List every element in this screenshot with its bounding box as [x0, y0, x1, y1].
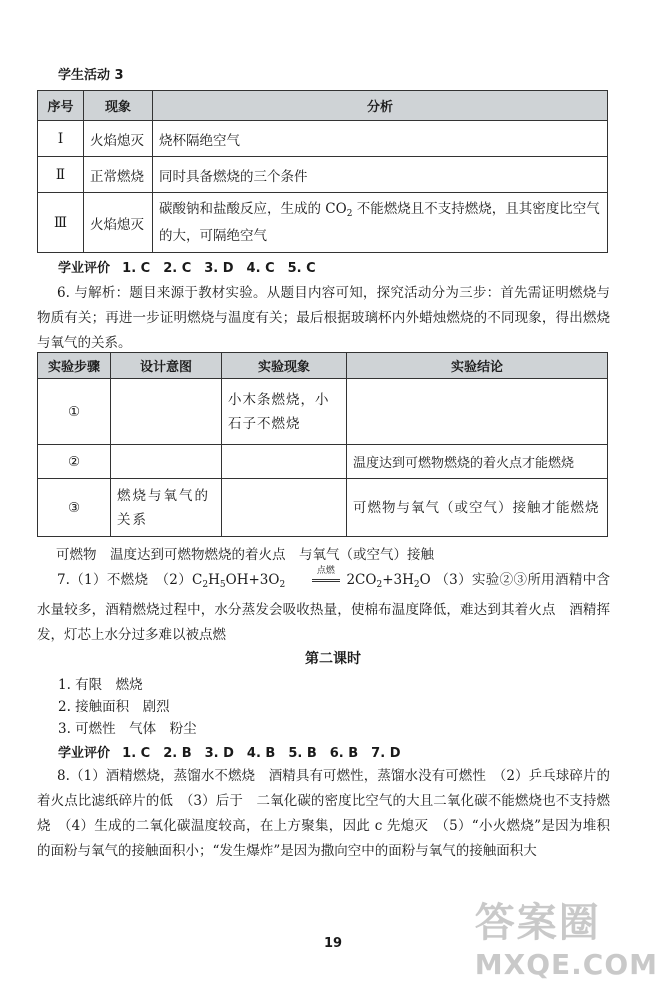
step-cell: ③ — [38, 479, 111, 537]
evaluation-answers: 1. C 2. B 3. D 4. B 5. B 6. B 7. D — [122, 746, 401, 761]
col-header: 实验现象 — [222, 353, 347, 379]
table-row — [38, 445, 608, 479]
col-header: 分析 — [153, 91, 608, 121]
phenomenon-cell — [222, 479, 347, 537]
table-row — [38, 479, 608, 537]
col-header: 实验步骤 — [38, 353, 111, 379]
lesson2-list — [58, 674, 197, 740]
q7-part3: （3）实验②③所用酒精中含水量较多，酒精燃烧过程中，水分蒸发会吸收热量，使棉布温度降低，难达到其着火点 酒精挥发，灯芯上水分过多难以被点燃 — [37, 572, 611, 643]
subscript: 2 — [346, 209, 353, 219]
evaluation-label: 学业评价 — [58, 261, 111, 276]
conclusion-cell: 可燃物与氧气（或空气）接触才能燃烧 — [347, 479, 608, 537]
row-phenomenon: 火焰熄灭 — [84, 121, 153, 157]
formula-text: O — [419, 572, 431, 588]
analysis-text: 碳酸钠和盐酸反应，生成的 CO — [159, 201, 347, 217]
table-row — [38, 121, 608, 157]
row-analysis — [153, 193, 608, 253]
formula-text: 2CO — [346, 572, 377, 588]
formula-text: H — [208, 572, 220, 588]
intent-cell — [111, 445, 222, 479]
question-6-text: 6. 与解析：题目来源于教材实验。从题目内容可知，探究活动分为三步：首先需证明燃烧与物质有关；再进一步证明燃烧与温度有关；最后根据玻璃杯内外蜡烛燃烧的不同现象，得出燃烧与氧气的关系。 — [37, 285, 610, 351]
row-number: Ⅱ — [38, 157, 84, 193]
question-8-text: 8.（1）酒精燃烧，蒸馏水不燃烧 酒精具有可燃性，蒸馏水没有可燃性 （2）乒乓球碎片的着火点比滤纸碎片的低 （3）后于 二氧化碳的密度比空气的大且二氧化碳不能燃烧也不支持燃烧 （4）生成的二氧化碳温度较高，在上方聚集，因此 c 先熄灭 （5）“小火燃烧”是因为堆积的面粉与氧气的接触面积小；“发生爆炸”是因为撒向空中的面粉与氧气的接触面积大 — [37, 768, 610, 859]
conclusion-cell — [347, 379, 608, 445]
q7-part1: 7.（1）不燃烧 （2）C — [57, 572, 203, 588]
intent-cell — [111, 379, 222, 445]
row-number: Ⅲ — [38, 193, 84, 253]
table-row — [38, 193, 608, 253]
list-item: 2. 接触面积 剧烈 — [58, 699, 170, 715]
reaction-condition: 点燃 — [316, 566, 335, 576]
watermark-url: MXQE.COM — [474, 948, 658, 981]
evaluation-line — [58, 257, 316, 276]
watermark-logo — [475, 891, 658, 981]
evaluation-answers: 1. C 2. C 3. D 4. C 5. C — [122, 261, 316, 276]
question-6-summary: 可燃物 温度达到可燃物燃烧的着火点 与氧气（或空气）接触 — [56, 547, 434, 563]
phenomenon-cell: 小木条燃烧，小石子不燃烧 — [222, 379, 347, 445]
section-title: 第二课时 — [305, 651, 361, 667]
evaluation-label: 学业评价 — [58, 746, 111, 761]
list-item: 3. 可燃性 气体 粉尘 — [58, 721, 197, 737]
activity-title: 学生活动 3 — [58, 68, 124, 83]
watermark-text: 答案圈 — [474, 900, 601, 946]
row-number: Ⅰ — [38, 121, 84, 157]
formula-text: OH+3O — [225, 572, 280, 588]
experiment-table-header — [38, 353, 608, 379]
table-row — [38, 157, 608, 193]
col-header: 现象 — [84, 91, 153, 121]
col-header: 序号 — [38, 91, 84, 121]
formula-text: +3H — [382, 572, 414, 588]
phenomenon-cell — [222, 445, 347, 479]
step-cell: ② — [38, 445, 111, 479]
experiment-table — [37, 352, 608, 537]
conclusion-cell: 温度达到可燃物燃烧的着火点才能燃烧 — [347, 445, 608, 479]
page-number: 19 — [323, 936, 343, 951]
activity-table-header — [38, 91, 608, 121]
reaction-arrow — [290, 568, 342, 593]
question-7: 7.（1）不燃烧 $(2)C_2H_5OH+3O_2$ 点燃 $2CO_2+3H_2O$ （3）实验②③所用酒精中含水量较多，酒精燃烧过程中，水分蒸发会吸收热量，使棉布温度降低，难达到其着火点 酒精挥发，灯芯上水分过多难以被点燃 — [37, 568, 610, 648]
row-analysis: 烧杯隔绝空气 — [153, 121, 608, 157]
intent-cell: 燃烧与氧气的关系 — [111, 479, 222, 537]
row-phenomenon: 火焰熄灭 — [84, 193, 153, 253]
evaluation-line — [58, 742, 400, 761]
col-header: 设计意图 — [111, 353, 222, 379]
list-item: 1. 有限 燃烧 — [58, 677, 143, 693]
activity-table — [37, 90, 608, 253]
row-analysis: 同时具备燃烧的三个条件 — [153, 157, 608, 193]
step-cell: ① — [38, 379, 111, 445]
row-phenomenon: 正常燃烧 — [84, 157, 153, 193]
col-header: 实验结论 — [347, 353, 608, 379]
table-row — [38, 379, 608, 445]
analysis-text: 不能燃烧且不支持燃烧，且其密度比空气的大，可隔绝空气 — [159, 201, 600, 244]
